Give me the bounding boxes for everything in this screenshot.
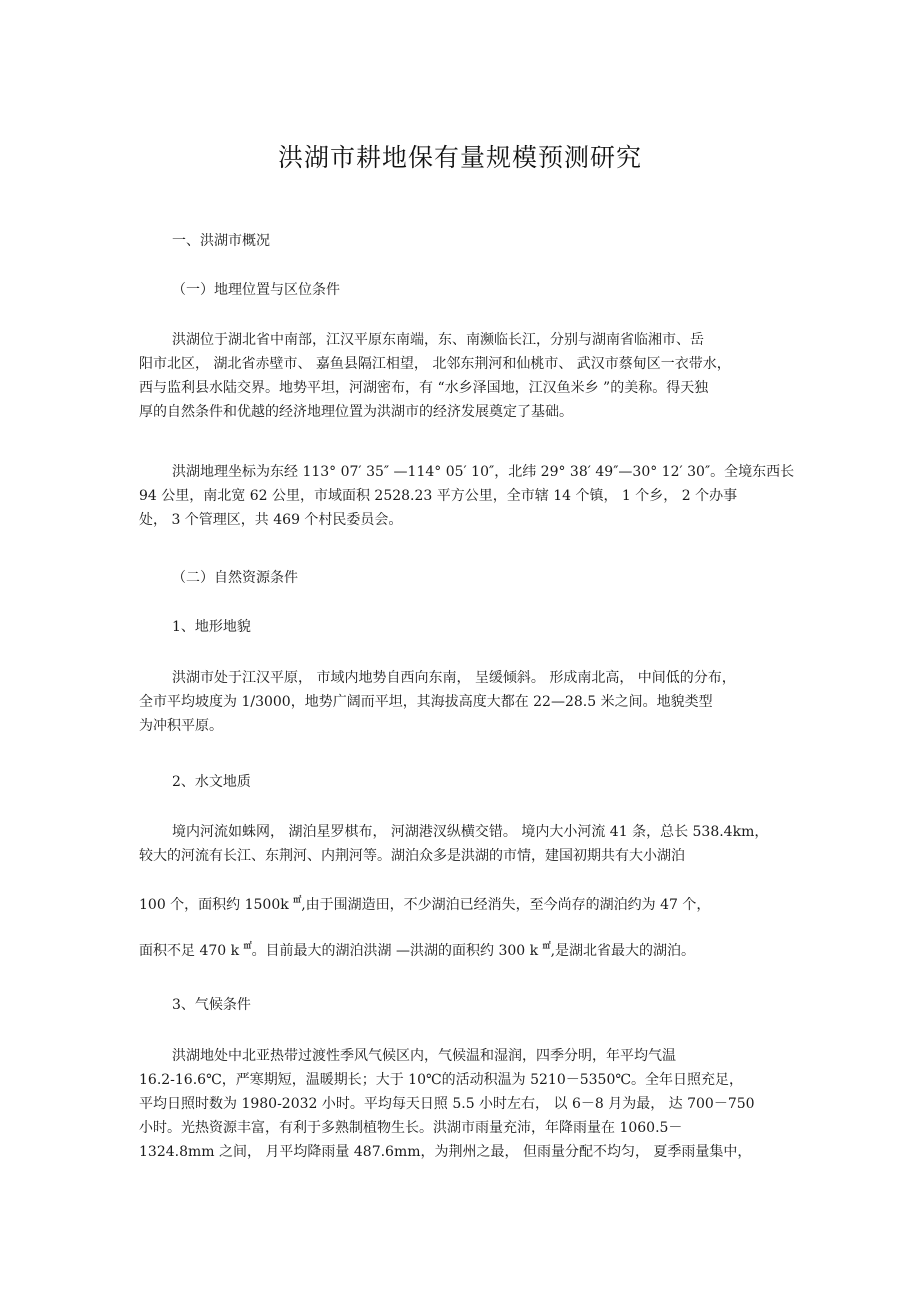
subsection-heading-location: （一）地理位置与区位条件 (172, 282, 340, 298)
paragraph-line: 94 公里，南北宽 62 公里，市域面积 2528.23 平方公里，全市辖 14 个镇， 1 个乡， 2 个办事 (139, 488, 738, 504)
text-segment: 。目前最大的湖泊洪湖 —洪湖的面积约 300 k (251, 943, 543, 959)
item-heading-hydrology: 2、水文地质 (172, 774, 251, 790)
paragraph-line: 小时。光热资源丰富，有利于多熟制植物生长。洪湖市雨量充沛，年降雨量在 1060.5－ (139, 1120, 683, 1136)
section-heading-overview: 一、洪湖市概况 (172, 233, 270, 249)
paragraph-line: 阳市北区， 湖北省赤壁市、 嘉鱼县隔江相望， 北邻东荆河和仙桃市、 武汉市蔡甸区一衣带水， (139, 356, 731, 372)
item-heading-climate: 3、气候条件 (172, 997, 251, 1013)
paragraph-location (139, 328, 789, 424)
paragraph-line: 处， 3 个管理区，共 469 个村民委员会。 (139, 512, 403, 528)
paragraph-line: 平均日照时数为 1980-2032 小时。平均每天日照 5.5 小时左右， 以 6－8 月为最， 达 700－750 (139, 1096, 755, 1112)
unit-superscript: ㎡ (542, 940, 551, 950)
text-segment: ,由于围湖造田，不少湖泊已经消失，至今尚存的湖泊约为 47 个， (301, 897, 711, 913)
paragraph-line (139, 887, 789, 911)
paragraph-line: 境内河流如蛛网， 湖泊星罗棋布， 河湖港汊纵横交错。 境内大小河流 41 条，总长 538.4km， (172, 824, 769, 840)
paragraph-line: 较大的河流有长江、东荆河、内荆河等。湖泊众多是洪湖的市情，建国初期共有大小湖泊 (139, 848, 685, 864)
unit-superscript: ㎡ (243, 940, 252, 950)
paragraph-hydrology (139, 820, 789, 868)
document-title: 洪湖市耕地保有量规模预测研究 (277, 143, 642, 172)
paragraph-hydrology-lake-count (139, 887, 789, 911)
subsection-heading-resources: （二）自然资源条件 (172, 570, 298, 586)
paragraph-line: 为冲积平原。 (139, 718, 223, 734)
paragraph-coordinates (139, 460, 795, 532)
paragraph-line: 洪湖地处中北亚热带过渡性季风气候区内，气候温和湿润，四季分明，年平均气温 (172, 1048, 676, 1064)
text-segment: ,是湖北省最大的湖泊。 (550, 943, 696, 959)
paragraph-line (139, 933, 789, 957)
paragraph-line: 全市平均坡度为 1/3000，地势广阔而平坦，其海拔高度大都在 22—28.5 米之间。地貌类型 (139, 694, 713, 710)
paragraph-line: 16.2-16.6℃，严寒期短，温暖期长；大于 10℃的活动积温为 5210－5350℃。全年日照充足， (139, 1072, 744, 1088)
paragraph-line: 洪湖市处于江汉平原， 市域内地势自西向东南， 呈缓倾斜。 形成南北高， 中间低的分布， (172, 670, 736, 686)
item-heading-terrain: 1、地形地貌 (172, 619, 251, 635)
paragraph-terrain (139, 666, 789, 738)
paragraph-line: 厚的自然条件和优越的经济地理位置为洪湖市的经济发展奠定了基础。 (139, 404, 573, 420)
unit-superscript: ㎡ (293, 894, 302, 904)
text-segment: 100 个，面积约 1500k (139, 897, 294, 913)
paragraph-line: 洪湖地理坐标为东经 113° 07′ 35″ —114° 05′ 10″，北纬 29° 38′ 49″—30° 12′ 30″。全境东西长 (172, 464, 795, 480)
paragraph-climate (139, 1044, 789, 1164)
paragraph-line: 1324.8mm 之间， 月平均降雨量 487.6mm，为荆州之最， 但雨量分配不均匀， 夏季雨量集中， (139, 1144, 752, 1160)
paragraph-hydrology-lake-area (139, 933, 789, 957)
paragraph-line: 洪湖位于湖北省中南部，江汉平原东南端，东、南濒临长江，分别与湖南省临湘市、岳 (172, 332, 704, 348)
text-segment: 面积不足 470 k (139, 943, 244, 959)
paragraph-line: 西与监利县水陆交界。地势平坦，河湖密布，有 “水乡泽国地，江汉鱼米乡 ”的美称。得天独 (139, 380, 709, 396)
